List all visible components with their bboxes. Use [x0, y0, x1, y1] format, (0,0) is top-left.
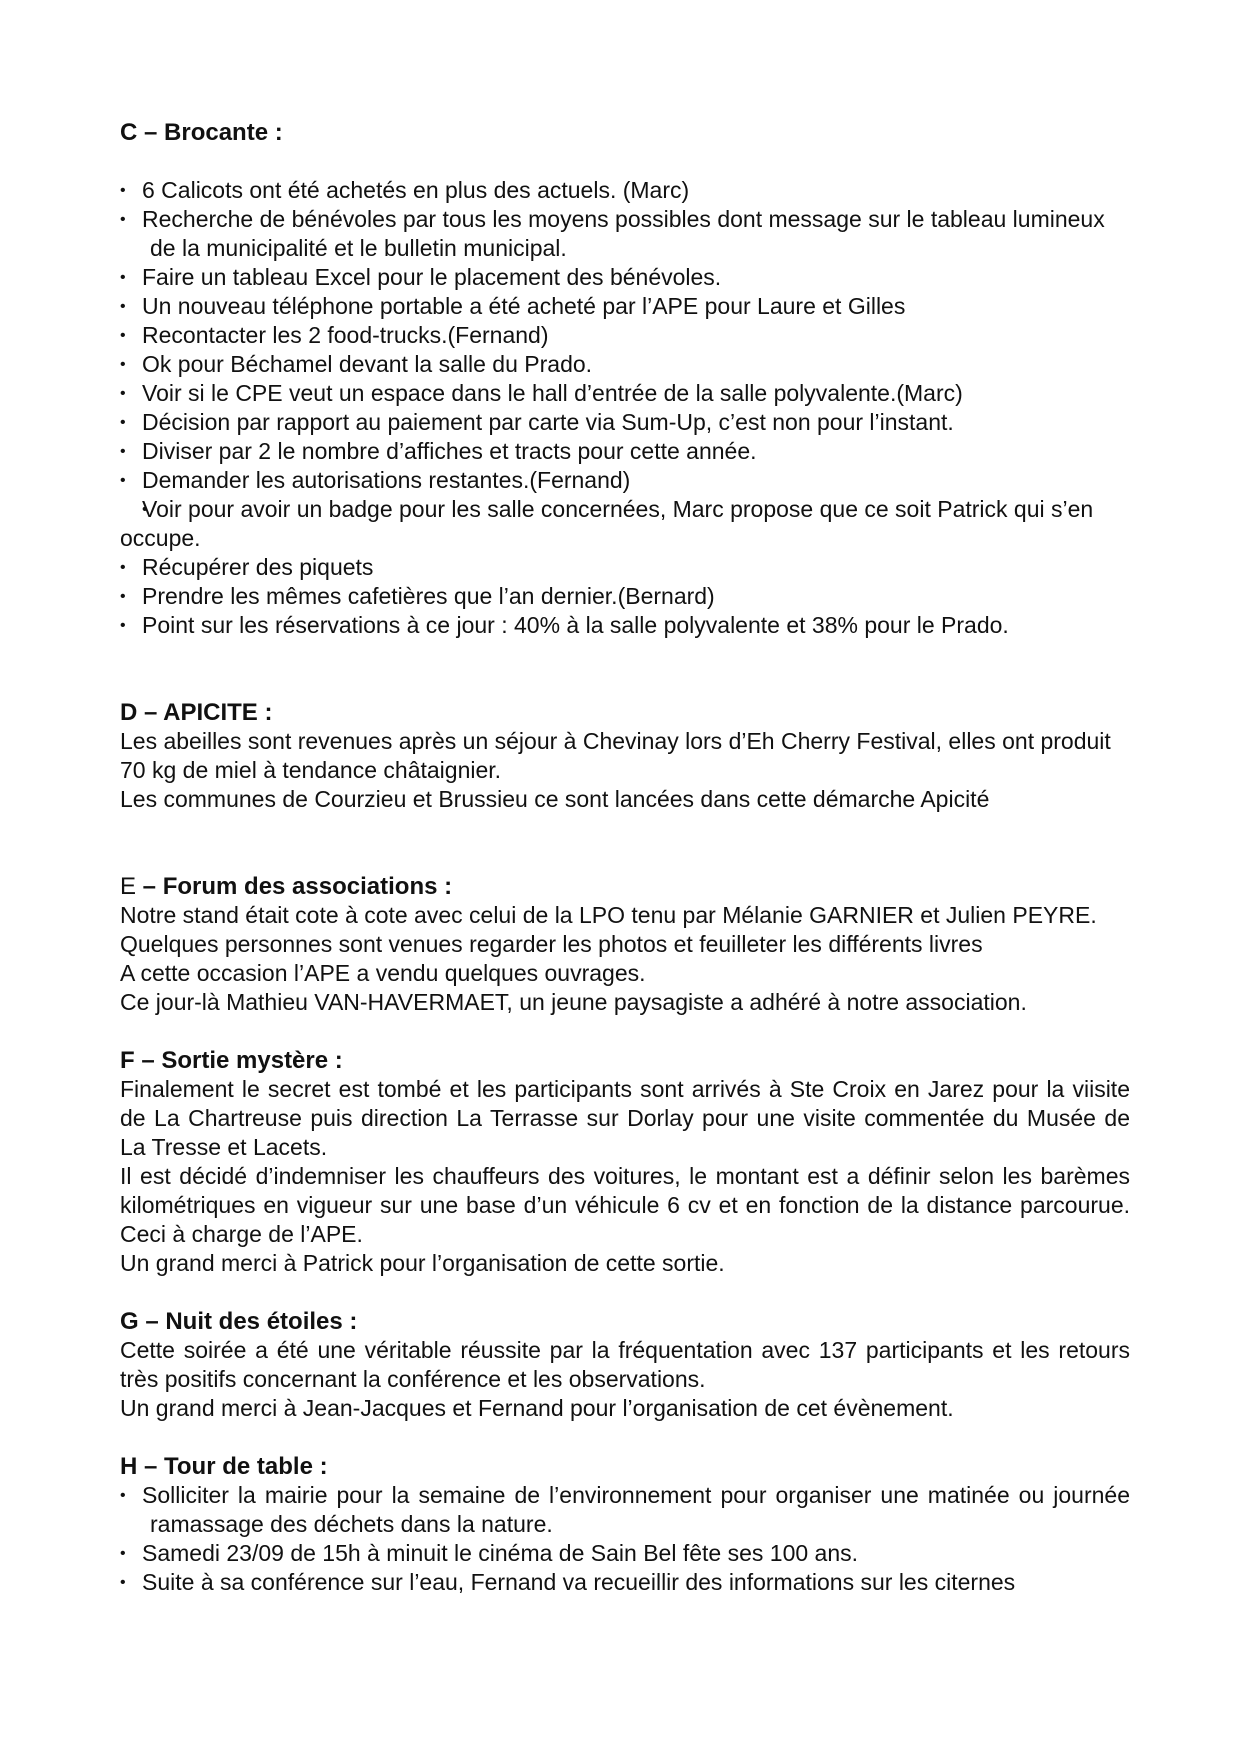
list-item: • Solliciter la mairie pour la semaine de l’environnement pour organiser une matinée ou journée ramassage des déchets dans la nature.	[120, 1481, 1130, 1539]
section-title-sortie-mystere: F – Sortie mystère :	[120, 1047, 343, 1074]
section-title-brocante: C – Brocante :	[120, 119, 283, 146]
list-item: • 6 Calicots ont été achetés en plus des actuels. (Marc)	[120, 176, 1130, 205]
section-forum	[120, 872, 1130, 1017]
list-item: • Suite à sa conférence sur l’eau, Fernand va recueillir des informations sur les citernes	[120, 1568, 1130, 1597]
paragraph: Un grand merci à Jean-Jacques et Fernand pour l’organisation de cet évènement.	[120, 1395, 954, 1421]
list-item: • Voir si le CPE veut un espace dans le hall d’entrée de la salle polyvalente.(Marc)	[120, 379, 1130, 408]
brocante-list	[120, 176, 1130, 640]
list-item: • Demander les autorisations restantes.(Fernand)	[120, 466, 1130, 495]
paragraph: Les communes de Courzieu et Brussieu ce sont lancées dans cette démarche Apicité	[120, 786, 990, 812]
paragraph: Cette soirée a été une véritable réussite par la fréquentation avec 137 participants et les retours très positifs concernant la conférence et les observations.	[120, 1337, 1130, 1392]
list-item: • Un nouveau téléphone portable a été acheté par l’APE pour Laure et Gilles	[120, 292, 1130, 321]
section-sortie-mystere	[120, 1046, 1130, 1278]
paragraph: Notre stand était cote à cote avec celui de la LPO tenu par Mélanie GARNIER et Julien PEYRE. Quelques personnes sont venues regarder les photos et feuilleter les différents livres	[120, 902, 1097, 957]
section-title-apicite: D – APICITE :	[120, 699, 273, 726]
paragraph: Les abeilles sont revenues après un séjour à Chevinay lors d’Eh Cherry Festival, elles ont produit 70 kg de miel à tendance châtaignier.	[120, 728, 1111, 783]
list-item: • Diviser par 2 le nombre d’affiches et tracts pour cette année.	[120, 437, 1130, 466]
paragraph: Finalement le secret est tombé et les participants sont arrivés à Ste Croix en Jarez pour la viisite de La Chartreuse puis direction La Terrasse sur Dorlay pour une visite commentée du Musée de La Tresse et Lacets.	[120, 1076, 1130, 1160]
list-item: • Samedi 23/09 de 15h à minuit le cinéma de Sain Bel fête ses 100 ans.	[120, 1539, 1130, 1568]
list-item: • Faire un tableau Excel pour le placement des bénévoles.	[120, 263, 1130, 292]
list-item: • Prendre les mêmes cafetières que l’an dernier.(Bernard)	[120, 582, 1130, 611]
section-title-nuit-etoiles: G – Nuit des étoiles :	[120, 1308, 358, 1335]
section-apicite	[120, 698, 1130, 814]
list-item: • Récupérer des piquets	[120, 553, 1130, 582]
list-item: • Décision par rapport au paiement par carte via Sum-Up, c’est non pour l’instant.	[120, 408, 1130, 437]
section-nuit-etoiles	[120, 1307, 1130, 1423]
list-item: • Recontacter les 2 food-trucks.(Fernand)	[120, 321, 1130, 350]
section-tour-de-table	[120, 1452, 1130, 1597]
list-item: • Voir pour avoir un badge pour les salle concernées, Marc propose que ce soit Patrick qui s’en occupe.	[120, 495, 1130, 553]
section-brocante	[120, 118, 1130, 640]
paragraph: A cette occasion l’APE a vendu quelques ouvrages.	[120, 960, 646, 986]
list-item: • Recherche de bénévoles par tous les moyens possibles dont message sur le tableau lumineux de la municipalité et le bulletin municipal.	[120, 205, 1130, 263]
list-item: • Ok pour Béchamel devant la salle du Prado.	[120, 350, 1130, 379]
tour-de-table-list	[120, 1481, 1130, 1597]
paragraph: Il est décidé d’indemniser les chauffeurs des voitures, le montant est a définir selon les barèmes kilométriques en vigueur sur une base d’un véhicule 6 cv et en fonction de la distance parcourue. Ceci à charge de l’APE.	[120, 1163, 1130, 1247]
list-item: • Point sur les réservations à ce jour : 40% à la salle polyvalente et 38% pour le Prado.	[120, 611, 1130, 640]
paragraph: Un grand merci à Patrick pour l’organisation de cette sortie.	[120, 1250, 725, 1276]
section-title-forum: E – Forum des associations :	[120, 873, 453, 900]
document-page	[120, 118, 1130, 1597]
section-title-tour-de-table: H – Tour de table :	[120, 1453, 328, 1480]
paragraph: Ce jour-là Mathieu VAN-HAVERMAET, un jeune paysagiste a adhéré à notre association.	[120, 989, 1027, 1015]
